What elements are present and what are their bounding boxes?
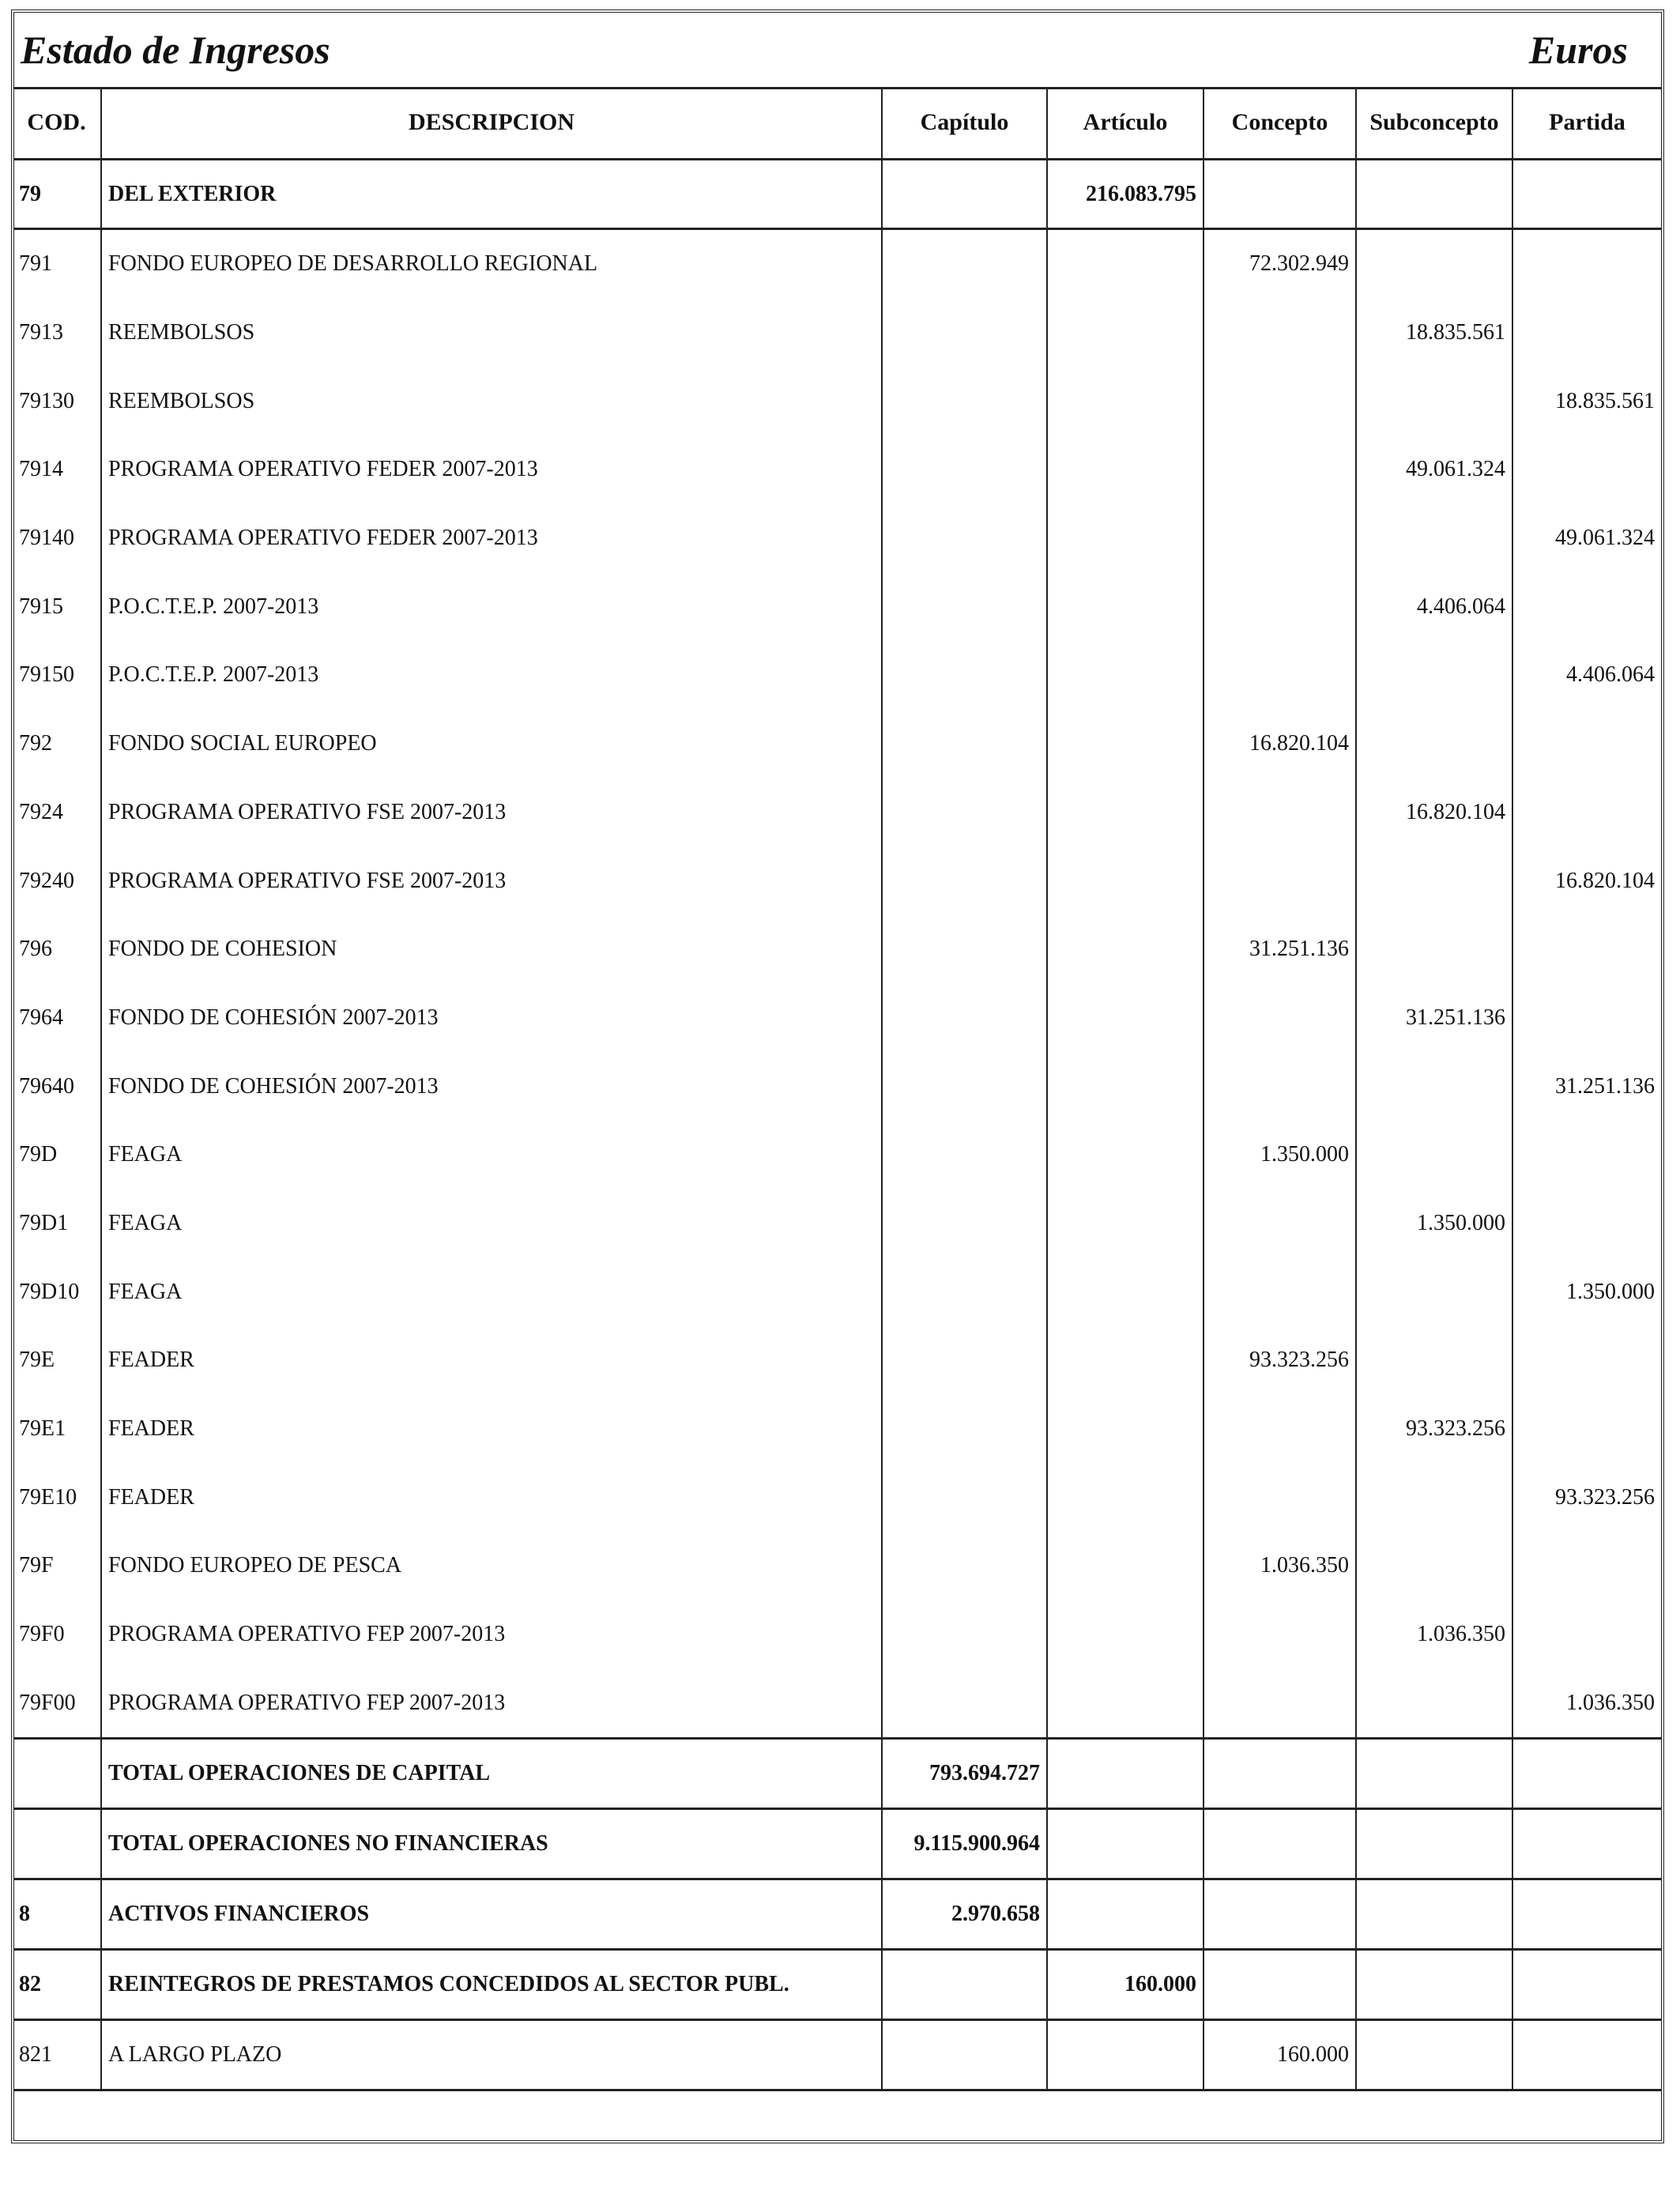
- cell-subconcepto: [1356, 1809, 1512, 1879]
- cell-capitulo: [882, 1532, 1047, 1600]
- table-row: [14, 1326, 1661, 1395]
- cell-partida: [1512, 1809, 1661, 1879]
- cell-subconcepto: [1356, 846, 1512, 915]
- cell-partida: 93.323.256: [1512, 1463, 1661, 1532]
- cell-partida: 4.406.064: [1512, 641, 1661, 710]
- cell-partida: [1512, 1121, 1661, 1189]
- cell-partida: [1512, 1189, 1661, 1258]
- cell-articulo: [1047, 778, 1203, 847]
- cell-desc: REINTEGROS DE PRESTAMOS CONCEDIDOS AL SECTOR PUBL.: [101, 1950, 882, 2020]
- cell-partida: [1512, 984, 1661, 1053]
- cell-desc: PROGRAMA OPERATIVO FSE 2007-2013: [101, 778, 882, 847]
- currency-label: Euros: [1528, 28, 1628, 72]
- cell-partida: 18.835.561: [1512, 367, 1661, 435]
- cell-partida: [1512, 1950, 1661, 2020]
- table-row: [14, 367, 1661, 435]
- cell-desc: FONDO EUROPEO DE DESARROLLO REGIONAL: [101, 229, 882, 299]
- table-row: [14, 1121, 1661, 1189]
- cell-cod: 82: [14, 1950, 101, 2020]
- col-header-concepto: Concepto: [1203, 87, 1356, 160]
- col-header-descripcion: DESCRIPCION: [101, 87, 882, 160]
- cell-capitulo: [882, 504, 1047, 573]
- table-row: [14, 1668, 1661, 1738]
- cell-concepto: 16.820.104: [1203, 710, 1356, 778]
- cell-articulo: [1047, 299, 1203, 368]
- cell-subconcepto: 49.061.324: [1356, 435, 1512, 504]
- cell-subconcepto: 18.835.561: [1356, 299, 1512, 368]
- cell-partida: [1512, 299, 1661, 368]
- cell-subconcepto: [1356, 915, 1512, 984]
- cell-partida: 1.036.350: [1512, 1668, 1661, 1738]
- table-row: [14, 1950, 1661, 2020]
- cell-articulo: [1047, 1879, 1203, 1950]
- cell-subconcepto: [1356, 1326, 1512, 1395]
- cell-desc: FONDO EUROPEO DE PESCA: [101, 1532, 882, 1600]
- cell-desc: P.O.C.T.E.P. 2007-2013: [101, 641, 882, 710]
- cell-concepto: 93.323.256: [1203, 1326, 1356, 1395]
- cell-concepto: [1203, 1052, 1356, 1121]
- page-title: Estado de Ingresos: [21, 28, 330, 72]
- cell-cod: 79130: [14, 367, 101, 435]
- cell-partida: [1512, 1600, 1661, 1669]
- cell-cod: 79E1: [14, 1395, 101, 1464]
- cell-desc: REEMBOLSOS: [101, 367, 882, 435]
- cell-concepto: [1203, 299, 1356, 368]
- cell-capitulo: [882, 1326, 1047, 1395]
- table-row: [14, 778, 1661, 847]
- cell-concepto: [1203, 1739, 1356, 1809]
- cell-partida: [1512, 1532, 1661, 1600]
- cell-subconcepto: [1356, 710, 1512, 778]
- cell-partida: 49.061.324: [1512, 504, 1661, 573]
- cell-cod: 792: [14, 710, 101, 778]
- cell-subconcepto: [1356, 1532, 1512, 1600]
- cell-capitulo: [882, 229, 1047, 299]
- cell-subconcepto: [1356, 504, 1512, 573]
- col-header-subconcepto: Subconcepto: [1356, 87, 1512, 160]
- cell-subconcepto: 93.323.256: [1356, 1395, 1512, 1464]
- cell-partida: [1512, 710, 1661, 778]
- cell-articulo: [1047, 1739, 1203, 1809]
- cell-concepto: 31.251.136: [1203, 915, 1356, 984]
- cell-subconcepto: 1.036.350: [1356, 1600, 1512, 1669]
- cell-subconcepto: 1.350.000: [1356, 1189, 1512, 1258]
- cell-articulo: [1047, 1395, 1203, 1464]
- cell-concepto: [1203, 846, 1356, 915]
- cell-articulo: [1047, 367, 1203, 435]
- cell-articulo: [1047, 435, 1203, 504]
- cell-capitulo: [882, 160, 1047, 229]
- cell-articulo: [1047, 641, 1203, 710]
- cell-capitulo: [882, 984, 1047, 1053]
- cell-desc: P.O.C.T.E.P. 2007-2013: [101, 572, 882, 641]
- table-row: [14, 1052, 1661, 1121]
- table-row: [14, 1395, 1661, 1464]
- cell-capitulo: [882, 299, 1047, 368]
- cell-concepto: [1203, 504, 1356, 573]
- cell-desc: PROGRAMA OPERATIVO FEDER 2007-2013: [101, 504, 882, 573]
- cell-subconcepto: [1356, 229, 1512, 299]
- cell-concepto: [1203, 641, 1356, 710]
- cell-cod: 7913: [14, 299, 101, 368]
- cell-cod: 79F0: [14, 1600, 101, 1669]
- cell-cod: 821: [14, 2020, 101, 2090]
- title-bar: [14, 13, 1661, 89]
- cell-concepto: [1203, 160, 1356, 229]
- cell-concepto: [1203, 1257, 1356, 1326]
- cell-capitulo: [882, 435, 1047, 504]
- table-row: [14, 2020, 1661, 2090]
- cell-cod: 79F00: [14, 1668, 101, 1738]
- cell-capitulo: [882, 1189, 1047, 1258]
- cell-concepto: 72.302.949: [1203, 229, 1356, 299]
- cell-desc: ACTIVOS FINANCIEROS: [101, 1879, 882, 1950]
- cell-desc: TOTAL OPERACIONES DE CAPITAL: [101, 1739, 882, 1809]
- table-row: [14, 1189, 1661, 1258]
- table-row: [14, 1532, 1661, 1600]
- cell-cod: 79D1: [14, 1189, 101, 1258]
- cell-cod: 7964: [14, 984, 101, 1053]
- cell-articulo: [1047, 1189, 1203, 1258]
- cell-capitulo: [882, 1463, 1047, 1532]
- cell-concepto: [1203, 1809, 1356, 1879]
- cell-desc: FEADER: [101, 1395, 882, 1464]
- table-header-row: [14, 87, 1661, 160]
- cell-partida: [1512, 1326, 1661, 1395]
- cell-partida: [1512, 1395, 1661, 1464]
- cell-concepto: [1203, 1879, 1356, 1950]
- income-statement-frame: [11, 9, 1664, 2143]
- cell-cod: [14, 1809, 101, 1879]
- table-row: [14, 229, 1661, 299]
- cell-articulo: [1047, 1052, 1203, 1121]
- cell-partida: 1.350.000: [1512, 1257, 1661, 1326]
- cell-cod: 7915: [14, 572, 101, 641]
- cell-capitulo: [882, 1600, 1047, 1669]
- cell-subconcepto: [1356, 1879, 1512, 1950]
- cell-cod: 79D10: [14, 1257, 101, 1326]
- cell-desc: FEAGA: [101, 1189, 882, 1258]
- cell-cod: 79D: [14, 1121, 101, 1189]
- cell-articulo: [1047, 229, 1203, 299]
- cell-capitulo: [882, 1395, 1047, 1464]
- cell-capitulo: [882, 1052, 1047, 1121]
- cell-cod: 79F: [14, 1532, 101, 1600]
- cell-desc: FEAGA: [101, 1257, 882, 1326]
- cell-subconcepto: [1356, 1257, 1512, 1326]
- income-table: [14, 87, 1661, 2091]
- cell-cod: 79E: [14, 1326, 101, 1395]
- cell-articulo: [1047, 1532, 1203, 1600]
- cell-articulo: [1047, 572, 1203, 641]
- cell-concepto: [1203, 1189, 1356, 1258]
- cell-partida: [1512, 1879, 1661, 1950]
- cell-concepto: 1.036.350: [1203, 1532, 1356, 1600]
- cell-articulo: [1047, 1257, 1203, 1326]
- cell-cod: 79640: [14, 1052, 101, 1121]
- table-row: [14, 846, 1661, 915]
- cell-articulo: [1047, 1668, 1203, 1738]
- cell-partida: [1512, 1739, 1661, 1809]
- table-row: [14, 1600, 1661, 1669]
- col-header-capitulo: Capítulo: [882, 87, 1047, 160]
- table-row: [14, 984, 1661, 1053]
- cell-capitulo: [882, 2020, 1047, 2090]
- cell-capitulo: 793.694.727: [882, 1739, 1047, 1809]
- cell-concepto: [1203, 1668, 1356, 1738]
- cell-concepto: [1203, 1600, 1356, 1669]
- cell-articulo: [1047, 710, 1203, 778]
- cell-concepto: [1203, 367, 1356, 435]
- cell-capitulo: 2.970.658: [882, 1879, 1047, 1950]
- cell-cod: 79240: [14, 846, 101, 915]
- cell-subconcepto: 31.251.136: [1356, 984, 1512, 1053]
- cell-desc: FONDO DE COHESION: [101, 915, 882, 984]
- cell-desc: FEADER: [101, 1326, 882, 1395]
- cell-desc: FONDO DE COHESIÓN 2007-2013: [101, 1052, 882, 1121]
- cell-partida: [1512, 2020, 1661, 2090]
- cell-concepto: 160.000: [1203, 2020, 1356, 2090]
- cell-articulo: [1047, 1463, 1203, 1532]
- cell-partida: [1512, 915, 1661, 984]
- table-row: [14, 435, 1661, 504]
- cell-capitulo: [882, 778, 1047, 847]
- cell-articulo: [1047, 1326, 1203, 1395]
- cell-articulo: 216.083.795: [1047, 160, 1203, 229]
- cell-subconcepto: [1356, 1121, 1512, 1189]
- cell-desc: FONDO SOCIAL EUROPEO: [101, 710, 882, 778]
- cell-articulo: [1047, 1600, 1203, 1669]
- cell-subconcepto: [1356, 1950, 1512, 2020]
- cell-subconcepto: [1356, 1668, 1512, 1738]
- cell-partida: 31.251.136: [1512, 1052, 1661, 1121]
- cell-subconcepto: [1356, 160, 1512, 229]
- cell-partida: [1512, 778, 1661, 847]
- cell-subconcepto: [1356, 2020, 1512, 2090]
- cell-subconcepto: [1356, 1052, 1512, 1121]
- table-row: [14, 299, 1661, 368]
- cell-concepto: [1203, 1950, 1356, 2020]
- table-row: [14, 1879, 1661, 1950]
- cell-cod: 7914: [14, 435, 101, 504]
- cell-articulo: [1047, 1121, 1203, 1189]
- cell-cod: [14, 1739, 101, 1809]
- cell-capitulo: [882, 915, 1047, 984]
- cell-capitulo: [882, 710, 1047, 778]
- cell-desc: A LARGO PLAZO: [101, 2020, 882, 2090]
- cell-capitulo: [882, 367, 1047, 435]
- cell-desc: FEADER: [101, 1463, 882, 1532]
- cell-articulo: [1047, 984, 1203, 1053]
- table-row: [14, 641, 1661, 710]
- cell-concepto: [1203, 1395, 1356, 1464]
- cell-capitulo: [882, 1121, 1047, 1189]
- cell-capitulo: [882, 846, 1047, 915]
- cell-cod: 796: [14, 915, 101, 984]
- cell-capitulo: [882, 1257, 1047, 1326]
- cell-partida: [1512, 160, 1661, 229]
- cell-desc: PROGRAMA OPERATIVO FEDER 2007-2013: [101, 435, 882, 504]
- cell-subconcepto: 16.820.104: [1356, 778, 1512, 847]
- cell-capitulo: 9.115.900.964: [882, 1809, 1047, 1879]
- cell-subconcepto: [1356, 641, 1512, 710]
- col-header-articulo: Artículo: [1047, 87, 1203, 160]
- cell-desc: REEMBOLSOS: [101, 299, 882, 368]
- cell-desc: TOTAL OPERACIONES NO FINANCIERAS: [101, 1809, 882, 1879]
- cell-partida: [1512, 572, 1661, 641]
- cell-partida: [1512, 229, 1661, 299]
- cell-concepto: [1203, 1463, 1356, 1532]
- cell-desc: PROGRAMA OPERATIVO FSE 2007-2013: [101, 846, 882, 915]
- cell-subconcepto: [1356, 367, 1512, 435]
- col-header-partida: Partida: [1512, 87, 1661, 160]
- cell-subconcepto: 4.406.064: [1356, 572, 1512, 641]
- cell-concepto: 1.350.000: [1203, 1121, 1356, 1189]
- table-row-total: [14, 1809, 1661, 1879]
- cell-capitulo: [882, 572, 1047, 641]
- cell-concepto: [1203, 572, 1356, 641]
- cell-capitulo: [882, 1950, 1047, 2020]
- cell-subconcepto: [1356, 1463, 1512, 1532]
- cell-cod: 79150: [14, 641, 101, 710]
- cell-partida: 16.820.104: [1512, 846, 1661, 915]
- cell-articulo: [1047, 1809, 1203, 1879]
- cell-desc: PROGRAMA OPERATIVO FEP 2007-2013: [101, 1600, 882, 1669]
- cell-cod: 791: [14, 229, 101, 299]
- col-header-cod: COD.: [14, 87, 101, 160]
- cell-desc: PROGRAMA OPERATIVO FEP 2007-2013: [101, 1668, 882, 1738]
- table-row: [14, 572, 1661, 641]
- cell-concepto: [1203, 984, 1356, 1053]
- cell-articulo: [1047, 915, 1203, 984]
- cell-desc: FONDO DE COHESIÓN 2007-2013: [101, 984, 882, 1053]
- cell-cod: 7924: [14, 778, 101, 847]
- table-row: [14, 1463, 1661, 1532]
- cell-concepto: [1203, 435, 1356, 504]
- cell-concepto: [1203, 778, 1356, 847]
- table-row: [14, 504, 1661, 573]
- table-row: [14, 160, 1661, 229]
- table-row: [14, 710, 1661, 778]
- cell-articulo: [1047, 846, 1203, 915]
- cell-capitulo: [882, 1668, 1047, 1738]
- cell-subconcepto: [1356, 1739, 1512, 1809]
- cell-cod: 79140: [14, 504, 101, 573]
- cell-partida: [1512, 435, 1661, 504]
- cell-articulo: [1047, 2020, 1203, 2090]
- cell-articulo: 160.000: [1047, 1950, 1203, 2020]
- cell-cod: 8: [14, 1879, 101, 1950]
- cell-cod: 79E10: [14, 1463, 101, 1532]
- cell-cod: 79: [14, 160, 101, 229]
- cell-articulo: [1047, 504, 1203, 573]
- cell-desc: DEL EXTERIOR: [101, 160, 882, 229]
- table-row-total: [14, 1739, 1661, 1809]
- table-row: [14, 915, 1661, 984]
- cell-desc: FEAGA: [101, 1121, 882, 1189]
- table-row: [14, 1257, 1661, 1326]
- cell-capitulo: [882, 641, 1047, 710]
